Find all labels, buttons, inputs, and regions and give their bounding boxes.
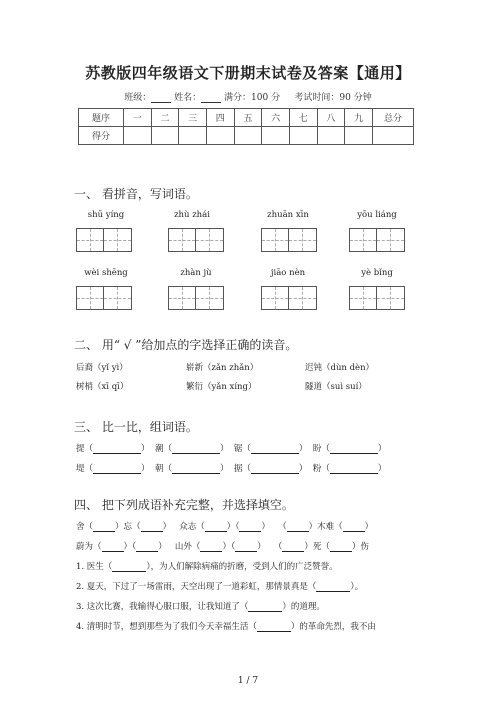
- page-title: 苏教版四年级语文下册期末试卷及答案【通用】: [85, 64, 411, 82]
- reading-choice[interactable]: 崭新（zǎn zhǎn）: [186, 363, 259, 373]
- idiom-char: 蔚为: [76, 542, 94, 552]
- pinyin: zhuān xīn: [267, 210, 309, 220]
- answer-blank[interactable]: [282, 542, 304, 552]
- char: 盼: [312, 444, 322, 454]
- writing-grid[interactable]: [349, 286, 405, 310]
- section2-heading: 二、 用“ √ ”给加点的字选择正确的读音。: [74, 338, 298, 352]
- class-label: 班级：: [124, 93, 152, 103]
- char: 堤: [76, 464, 85, 474]
- reading-choice[interactable]: 迟钝（dùn dèn）: [305, 363, 375, 373]
- score-row: [79, 127, 414, 145]
- pinyin: zhàn jù: [180, 268, 212, 278]
- section1-heading: 一、 看拼音，写词语。: [74, 187, 198, 201]
- char: 据: [233, 464, 243, 474]
- section4-heading: 四、 把下列成语补充完整，并选择填空。: [74, 498, 294, 512]
- answer-blank[interactable]: [257, 622, 291, 632]
- compare-row: 堤（ ） 朝（ ） 据（ ） 粉（ ）: [76, 464, 387, 474]
- reading-choice[interactable]: 后裔（yǐ yì）: [76, 363, 128, 373]
- exam-time: 考试时间：90 分钟: [294, 93, 372, 103]
- writing-grid[interactable]: [261, 286, 317, 310]
- idiom-row: 舍（ ）忘（ ） 众志（ ）（ ） （ ）木难（ ）: [76, 522, 374, 532]
- score-header-row: [79, 109, 414, 127]
- score-cell[interactable]: [345, 127, 373, 145]
- answer-blank[interactable]: [330, 542, 352, 552]
- answer-blank[interactable]: [93, 522, 115, 532]
- score-cell[interactable]: [289, 127, 317, 145]
- writing-grid[interactable]: [349, 228, 405, 252]
- idiom-char: 忘: [123, 522, 133, 532]
- section3-heading: 三、 比一比，组词语。: [74, 420, 198, 434]
- question-1: [76, 560, 338, 572]
- score-header-cell: 题序: [79, 109, 124, 127]
- answer-blank[interactable]: [93, 444, 141, 454]
- answer-blank[interactable]: [239, 522, 261, 532]
- answer-blank[interactable]: [141, 522, 163, 532]
- answer-blank[interactable]: [172, 444, 220, 454]
- writing-grid[interactable]: [76, 228, 132, 252]
- char: 提: [76, 444, 85, 454]
- char: 朝: [154, 464, 164, 474]
- question-3: [76, 600, 325, 612]
- question-text: ），为人们解除病痛的折磨，受到人们的广泛赞誉。: [146, 562, 338, 572]
- score-cell[interactable]: [234, 127, 262, 145]
- score-cell[interactable]: [262, 127, 290, 145]
- answer-blank[interactable]: [102, 542, 124, 552]
- reading-choice[interactable]: 隧道（suì suí）: [305, 382, 367, 392]
- char: 锯: [233, 444, 243, 454]
- answer-blank[interactable]: [235, 542, 257, 552]
- pinyin: shū yíng: [87, 210, 125, 220]
- score-cell[interactable]: [124, 127, 152, 145]
- idiom-char: 众志: [179, 522, 197, 532]
- score-header-cell: 六: [262, 109, 290, 127]
- idiom-char: 舍: [76, 522, 85, 532]
- answer-blank[interactable]: [248, 602, 282, 612]
- question-text: ）的革命先烈，我不由: [290, 622, 376, 632]
- writing-grid[interactable]: [168, 228, 224, 252]
- answer-blank[interactable]: [200, 542, 222, 552]
- question-text: 3. 这次比赛，我输得心服口服，让我知道了（: [76, 602, 249, 612]
- score-cell[interactable]: [206, 127, 234, 145]
- name-blank[interactable]: [201, 93, 221, 103]
- char: 潮: [154, 444, 164, 454]
- pinyin: yè bǐng: [361, 268, 393, 278]
- pinyin: zhù zhái: [174, 210, 210, 220]
- score-header-cell: 总分: [373, 109, 414, 127]
- idiom-row: 蔚为（ ）（ ） 山外（ ）（ ） （ ）死（ ）伤: [76, 542, 369, 552]
- writing-grid[interactable]: [261, 228, 317, 252]
- score-header-cell: 九: [345, 109, 373, 127]
- name-label: 姓名：: [174, 93, 202, 103]
- score-header-cell: 八: [317, 109, 345, 127]
- question-text: 1. 医生（: [76, 562, 113, 572]
- score-cell[interactable]: [373, 127, 414, 145]
- idiom-char: 木难: [317, 522, 335, 532]
- answer-blank[interactable]: [343, 522, 365, 532]
- score-row-label: 得分: [79, 127, 124, 145]
- score-header-cell: 一: [124, 109, 152, 127]
- char: 粉: [312, 464, 322, 474]
- answer-blank[interactable]: [136, 542, 158, 552]
- idiom-char: 山外: [174, 542, 192, 552]
- idiom-char: 死: [312, 542, 322, 552]
- idiom-char: 伤: [360, 542, 369, 552]
- score-cell[interactable]: [317, 127, 345, 145]
- writing-grid[interactable]: [168, 286, 224, 310]
- writing-grid[interactable]: [76, 286, 132, 310]
- class-blank[interactable]: [151, 93, 171, 103]
- pinyin: wèi shēng: [84, 268, 128, 278]
- question-2: [76, 580, 363, 592]
- score-header-cell: 二: [151, 109, 179, 127]
- question-text: 4. 清明时节，想到那些为了我们今天幸福生活（: [76, 622, 257, 632]
- score-header-cell: 四: [206, 109, 234, 127]
- answer-blank[interactable]: [93, 464, 141, 474]
- answer-blank[interactable]: [112, 562, 146, 572]
- score-cell[interactable]: [179, 127, 207, 145]
- pinyin: yōu liáng: [357, 210, 397, 220]
- full-score: 满分：100 分: [224, 93, 281, 103]
- compare-row: 提（ ） 潮（ ） 锯（ ） 盼（ ）: [76, 444, 387, 454]
- question-text: ）的道理。: [282, 602, 325, 612]
- score-header-cell: 七: [289, 109, 317, 127]
- page-number: 1 / 7: [237, 676, 259, 686]
- score-header-cell: 五: [234, 109, 262, 127]
- exam-info: [0, 90, 496, 103]
- reading-choice[interactable]: 树梢（xī qī）: [76, 382, 129, 392]
- answer-blank[interactable]: [251, 444, 299, 454]
- question-4: [76, 620, 376, 632]
- answer-blank[interactable]: [316, 582, 350, 592]
- answer-blank[interactable]: [205, 522, 227, 532]
- reading-choice[interactable]: 繁衍（yǎn xíng）: [186, 382, 257, 392]
- question-text: ）。: [350, 582, 364, 592]
- answer-blank[interactable]: [172, 464, 220, 474]
- answer-blank[interactable]: [287, 522, 309, 532]
- pinyin: jiāo nèn: [270, 268, 306, 278]
- answer-blank[interactable]: [330, 444, 378, 454]
- question-text: 2. 夏天，下过了一场雷雨，天空出现了一道彩虹，那情景真是（: [76, 582, 317, 592]
- answer-blank[interactable]: [330, 464, 378, 474]
- score-table: [78, 108, 414, 145]
- answer-blank[interactable]: [251, 464, 299, 474]
- score-header-cell: 三: [179, 109, 207, 127]
- score-cell[interactable]: [151, 127, 179, 145]
